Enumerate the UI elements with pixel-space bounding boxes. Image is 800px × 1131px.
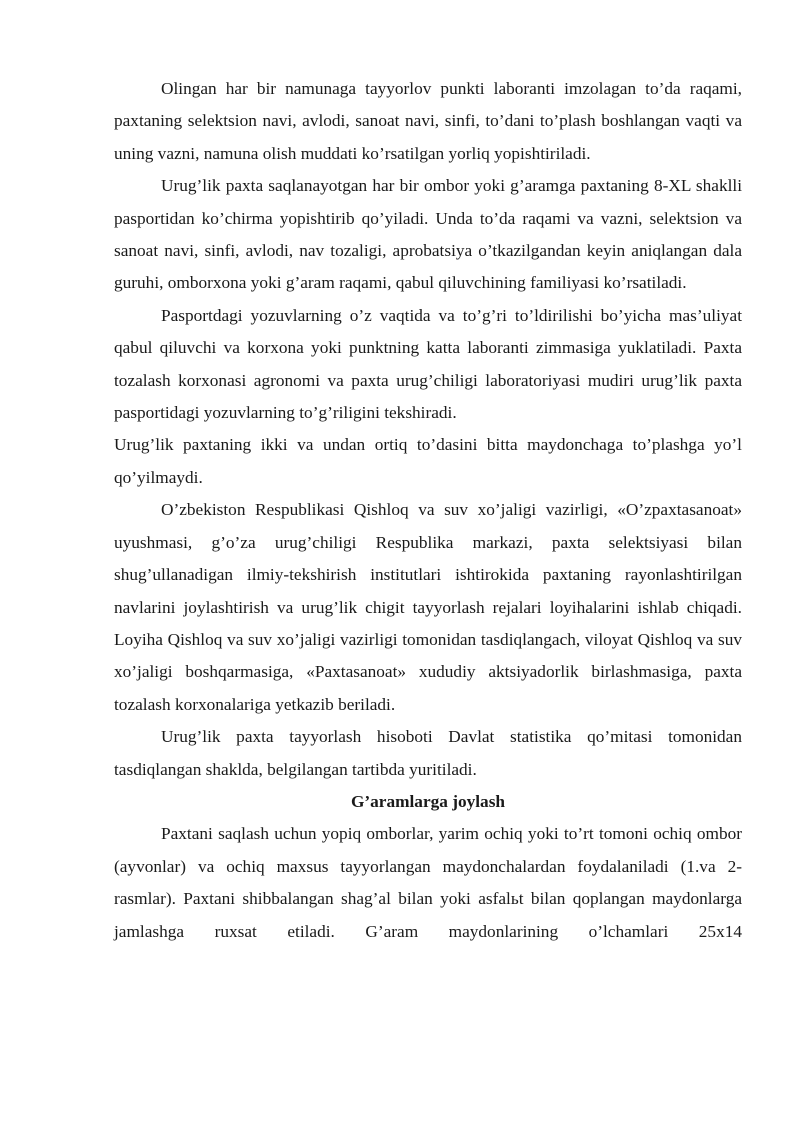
paragraph-passport-responsibility: Pasportdagi yozuvlarning o’z vaqtida va to’g’ri to’ldirilishi bo’yicha mas’uliyat qabul qiluvchi va korxona yoki punktning katta laboranti zimmasiga yuklatiladi. Paxta tozalash korxonasi agronomi va paxta urug’chiligi laboratoriyasi mudiri urug’lik paxta pasportidagi yozuvlarning to’g’riligini tekshiradi. (114, 305, 742, 423)
section-heading: G’aramlarga joylash (350, 791, 506, 811)
paragraph-ministry-plans: O’zbekiston Respublikasi Qishloq va suv xo’jaligi vazirligi, «O’zpaxtasanoat» uyushmasi, g’o’za urug’chiligi Respublika markazi, paxta selektsiyasi bilan shug’ullanadigan ilmiy-tekshirish institutlari ishtirokida paxtaning rayonlashtirilgan navlarini joylashtirish va urug’lik chigit tayyorlash rejalari loyihalarini ishlab chiqadi. Loyiha Qishloq va suv xo’jaligi vazirligi tomonidan tasdiqlangach, viloyat Qishloq va suv xo’jaligi boshqarmasiga, «Paxtasanoat» xududiy aktsiyadorlik birlashmasiga, paxta tozalash korxonalariga yetkazib beriladi. (114, 500, 742, 714)
paragraph-report: Urug’lik paxta tayyorlash hisoboti Davlat statistika qo’mitasi tomonidan tasdiqlangan shaklda, belgilangan tartibda yuritiladi. (114, 727, 742, 779)
paragraph-no-multiple-lots: Urug’lik paxtaning ikki va undan ortiq to’dasini bitta maydonchaga to’plashga yo’l qo’yilmaydi. (114, 435, 742, 487)
paragraph-passport-extract: Urug’lik paxta saqlanayotgan har bir ombor yoki g’aramga paxtaning 8-XL shaklli pasportidan ko’chirma yopishtirib qo’yiladi. Unda to’da raqami va vazni, selektsion va sanoat navi, sinfi, avlodi, nav tozaligi, aprobatsiya o’tkazilgandan keyin aniqlangan dala guruhi, omborxona yoki g’aram raqami, qabul qiluvchining familiyasi ko’rsatiladi. (114, 176, 742, 293)
paragraph-sample-label: Olingan har bir namunaga tayyorlov punkti laboranti imzolagan to’da raqami, paxtaning selektsion navi, avlodi, sanoat navi, sinfi, to’dani to’plash boshlangan vaqti va uning vazni, namuna olish muddati ko’rsatilgan yorliq yopishtiriladi. (114, 79, 742, 163)
document-page (114, 73, 742, 948)
paragraph-storage: Paxtani saqlash uchun yopiq omborlar, yarim ochiq yoki to’rt tomoni ochiq ombor (ayvonlar) va ochiq maxsus tayyorlangan maydonchalardan foydalaniladi (1.va 2-rasmlar). Paxtani shibbalangan shag’al bilan yoki asfalьt bilan qoplangan maydonlarga jamlashga ruxsat etiladi. G’aram maydonlarining o’lchamlari 25x14 (114, 824, 742, 941)
